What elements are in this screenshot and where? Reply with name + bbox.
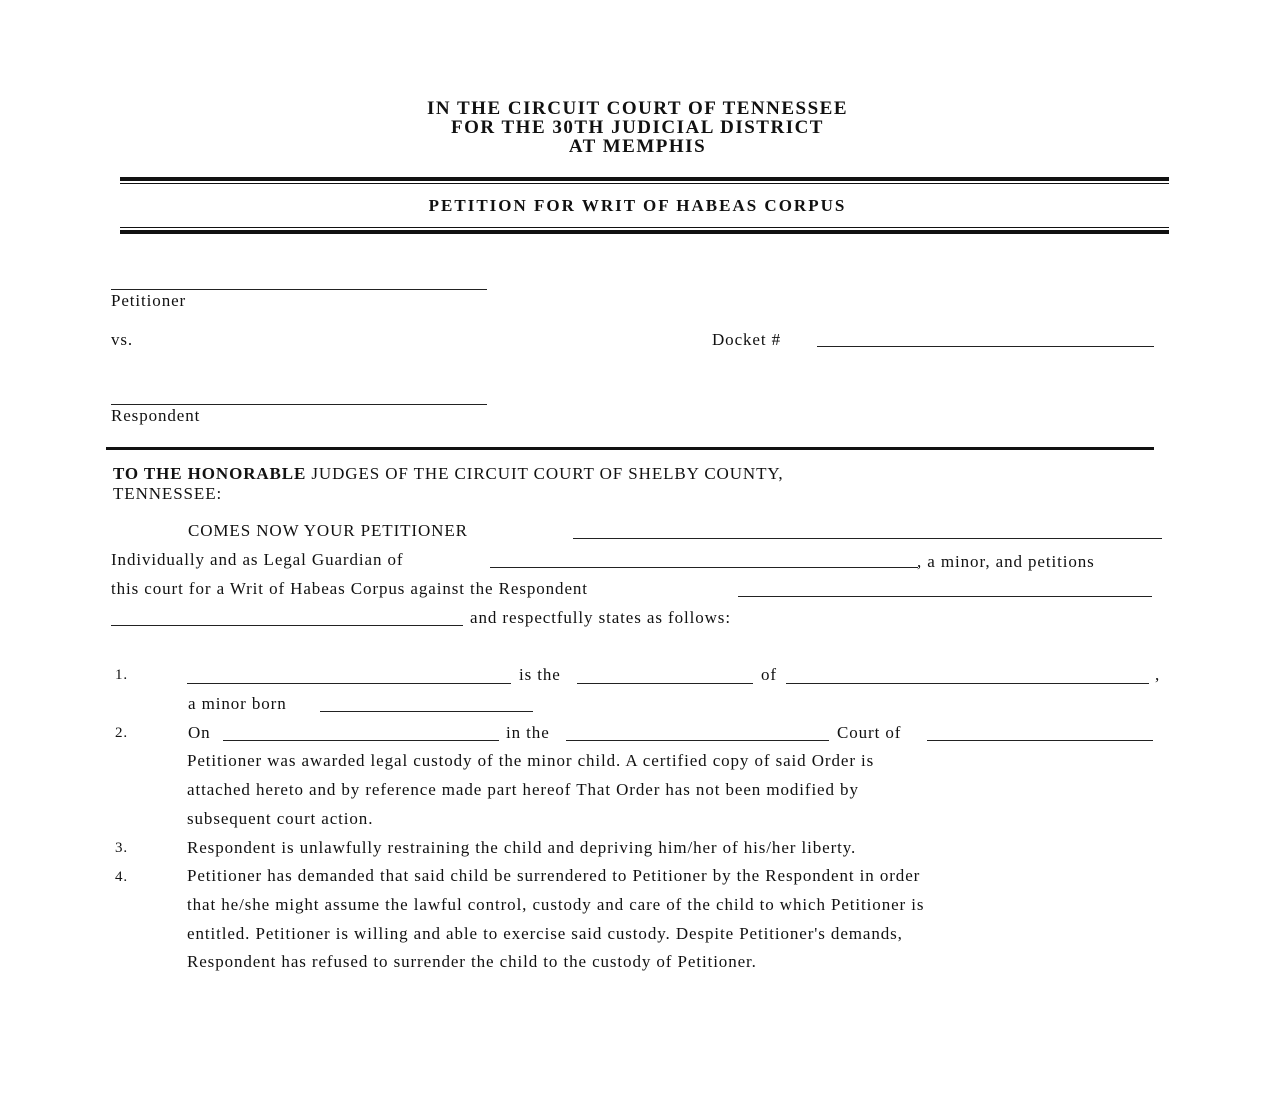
intro-writ-against: this court for a Writ of Habeas Corpus against the Respondent (111, 579, 588, 598)
item-1-number: 1. (115, 667, 129, 683)
intro-guardian: Individually and as Legal Guardian of (111, 550, 404, 569)
item-2-court-blank[interactable] (566, 740, 829, 741)
item-1-minor-born: a minor born (188, 694, 287, 713)
title-bottom-rule-thin (120, 227, 1169, 228)
item-3-number: 3. (115, 840, 129, 856)
address-line-2: TENNESSEE: (113, 484, 223, 503)
respondent-label: Respondent (111, 406, 201, 425)
item-2-number: 2. (115, 725, 129, 741)
item-1-comma: , (1155, 665, 1161, 684)
petitioner-label: Petitioner (111, 291, 187, 310)
item-2-court-of: Court of (837, 723, 902, 742)
minor-name-blank[interactable] (490, 567, 918, 568)
judicial-district: FOR THE 30TH JUDICIAL DISTRICT (450, 117, 824, 138)
item-2-line-2: Petitioner was awarded legal custody of the minor child. A certified copy of said Order is (187, 751, 875, 770)
title-top-rule (120, 177, 1169, 181)
item-3-line-1: Respondent is unlawfully restraining the child and depriving him/her of his/her liberty. (187, 838, 857, 857)
petitioner-blank[interactable] (573, 538, 1162, 539)
item-4-line-1: Petitioner has demanded that said child be surrendered to Petitioner by the Respondent in order (187, 866, 921, 885)
item-2-county-blank[interactable] (927, 740, 1153, 741)
title-top-rule-thin (120, 183, 1169, 184)
address-bold: TO THE HONORABLE (113, 464, 307, 483)
item-1-birthdate-blank[interactable] (320, 711, 533, 712)
item-2-on: On (188, 723, 211, 742)
intro-comes-now: COMES NOW YOUR PETITIONER (188, 521, 468, 540)
caption-divider (106, 447, 1154, 450)
item-1-is-the: is the (519, 665, 561, 684)
item-1-child-blank[interactable] (786, 683, 1149, 684)
vs-label: vs. (111, 330, 134, 349)
court-name: IN THE CIRCUIT COURT OF TENNESSEE (426, 98, 849, 119)
item-2-line-3: attached hereto and by reference made part hereof That Order has not been modified by (187, 780, 859, 799)
intro-states: and respectfully states as follows: (470, 608, 731, 627)
item-1-of: of (761, 665, 777, 684)
item-1-relation-blank[interactable] (577, 683, 753, 684)
docket-number-line[interactable] (817, 346, 1154, 347)
intro-minor-petitions: , a minor, and petitions (917, 552, 1095, 571)
title-bottom-rule (120, 230, 1169, 234)
item-2-line-4: subsequent court action. (187, 809, 374, 828)
respondent-blank-2[interactable] (111, 625, 463, 626)
item-4-number: 4. (115, 869, 129, 885)
address-rest: JUDGES OF THE CIRCUIT COURT OF SHELBY COUNTY, (306, 464, 784, 483)
respondent-blank[interactable] (738, 596, 1152, 597)
item-1-name-blank[interactable] (187, 683, 511, 684)
item-2-in-the: in the (506, 723, 550, 742)
item-2-date-blank[interactable] (223, 740, 499, 741)
item-4-line-3: entitled. Petitioner is willing and able to exercise said custody. Despite Petitioner's demands, (187, 924, 903, 943)
court-location: AT MEMPHIS (568, 136, 707, 157)
docket-label: Docket # (712, 330, 782, 349)
document-title: PETITION FOR WRIT OF HABEAS CORPUS (428, 196, 847, 215)
respondent-name-line[interactable] (111, 404, 487, 405)
petitioner-name-line[interactable] (111, 289, 487, 290)
item-4-line-2: that he/she might assume the lawful control, custody and care of the child to which Petitioner is (187, 895, 925, 914)
item-4-line-4: Respondent has refused to surrender the child to the custody of Petitioner. (187, 952, 757, 971)
address-line (113, 464, 784, 484)
